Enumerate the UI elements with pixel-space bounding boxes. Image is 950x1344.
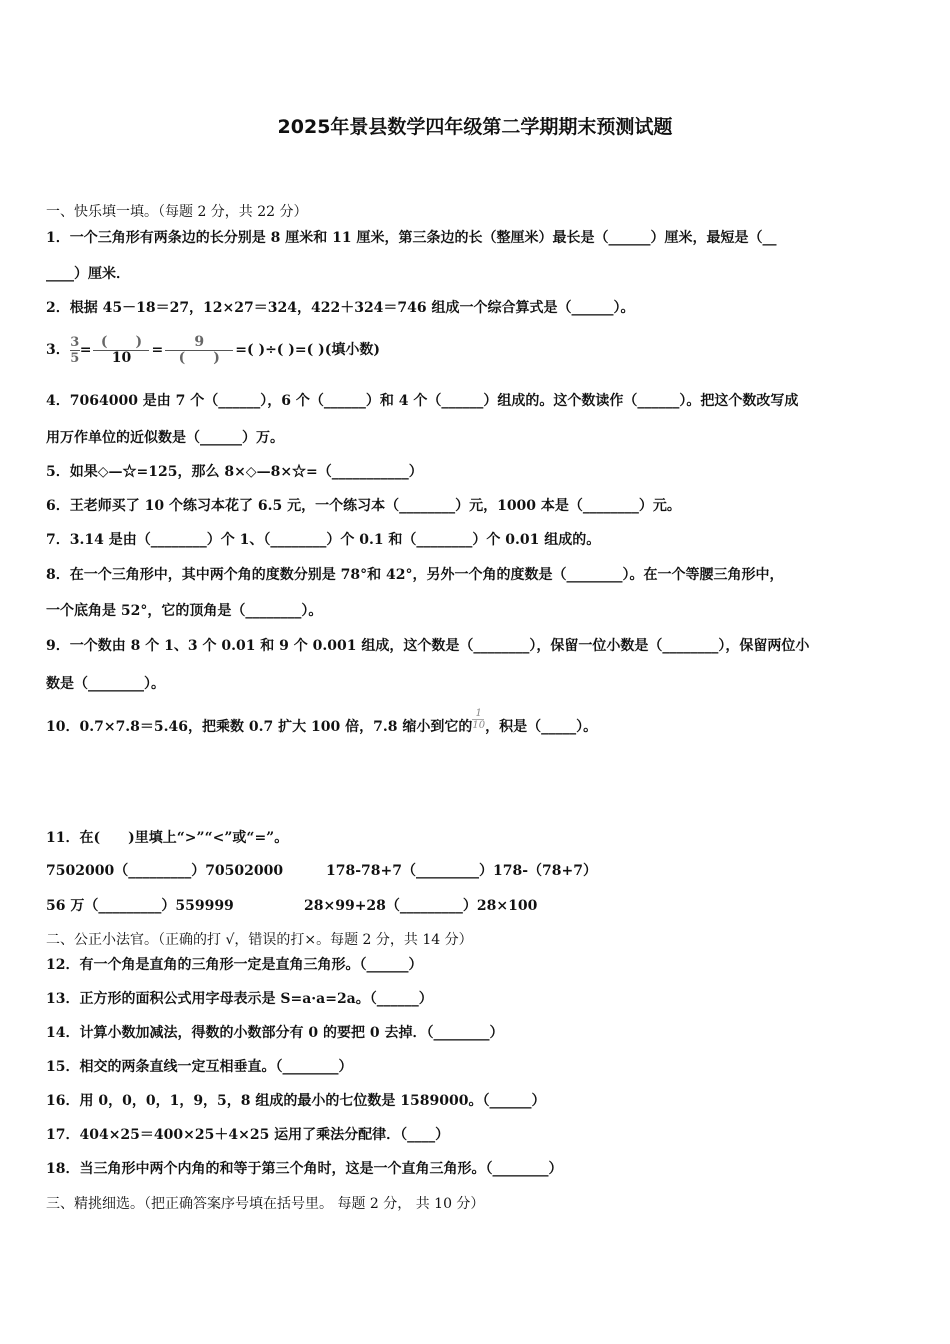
question-10-suffix: ，积是（_____）。 <box>485 719 598 735</box>
fraction-numerator: ( ) <box>100 333 143 350</box>
question-5: 5．如果◇—☆=125，那么 8×◇—8×☆=（___________） <box>46 464 423 480</box>
page-title: 2025年景县数学四年级第二学期期末预测试题 <box>277 116 673 138</box>
equals-sign: = <box>79 342 92 358</box>
section-1-heading: 一、快乐填一填。（每题 2 分，共 22 分） <box>46 204 308 220</box>
fraction-denominator: ( ) <box>178 349 220 366</box>
question-11-row-1-right: 178-78+7（_________）178-（78+7） <box>326 863 597 879</box>
question-10-text: 10．0.7×7.8＝5.46，把乘数 0.7 扩大 100 倍，7.8 缩小到它的 <box>46 719 473 735</box>
question-7: 7．3.14 是由（________）个 1、（________）个 0.1 和（________）个 0.01 组成的。 <box>46 532 601 548</box>
question-3-number: 3． <box>46 342 70 358</box>
fraction-blank-over-10 <box>93 335 149 366</box>
fraction-denominator: 10 <box>472 720 486 731</box>
question-8-line-1: 8．在一个三角形中，其中两个角的度数分别是 78°和 42°，另外一个角的度数是（________）。在一个等腰三角形中， <box>46 567 784 583</box>
question-4-line-1: 4．7064000 是由 7 个（______），6 个（______）和 4 个（______）组成的。这个数读作（______）。把这个数改写成 <box>46 393 799 409</box>
question-8-line-2: 一个底角是 52°，它的顶角是（________）。 <box>46 603 323 619</box>
question-1-line-1: 1．一个三角形有两条边的长分别是 8 厘米和 11 厘米，第三条边的长（整厘米）最长是（______）厘米，最短是（__ <box>46 230 777 246</box>
question-14: 14．计算小数加减法，得数的小数部分有 0 的要把 0 去掉．（________） <box>46 1025 504 1041</box>
fraction-1-10 <box>472 708 485 731</box>
question-4-line-2: 用万作单位的近似数是（______）万。 <box>46 430 284 446</box>
question-11: 11．在( )里填上“>”“<”或“=”。 <box>46 830 289 846</box>
question-15: 15．相交的两条直线一定互相垂直。（________） <box>46 1059 353 1075</box>
question-9-line-1: 9．一个数由 8 个 1、3 个 0.01 和 9 个 0.001 组成，这个数是（________），保留一位小数是（________），保留两位小 <box>46 638 810 654</box>
question-13: 13．正方形的面积公式用字母表示是 S=a·a=2a。（______） <box>46 991 433 1007</box>
question-10 <box>46 708 598 742</box>
fraction-3-5 <box>70 335 80 366</box>
question-11-row-2-right: 28×99+28（_________）28×100 <box>304 898 538 914</box>
fraction-9-over-blank <box>165 335 233 366</box>
question-3 <box>46 328 380 372</box>
question-1-line-2: ____）厘米． <box>46 266 130 282</box>
question-9-line-2: 数是（________）。 <box>46 676 165 692</box>
section-2-heading: 二、公正小法官。（正确的打 √，错误的打×。每题 2 分，共 14 分） <box>46 932 473 948</box>
fraction-numerator: 1 <box>475 708 482 719</box>
question-3-suffix: =( )÷( )=( )(填小数) <box>235 342 381 358</box>
fraction-denominator: 10 <box>111 349 132 366</box>
question-11-row-2-left: 56 万（_________）559999 <box>46 898 234 914</box>
equals-sign: = <box>151 342 164 358</box>
question-17: 17．404×25＝400×25＋4×25 运用了乘法分配律．（____） <box>46 1127 450 1143</box>
question-16: 16．用 0，0，0，1，9，5，8 组成的最小的七位数是 1589000。（______） <box>46 1093 546 1109</box>
question-18: 18．当三角形中两个内角的和等于第三个角时，这是一个直角三角形。（________） <box>46 1161 563 1177</box>
question-12: 12．有一个角是直角的三角形一定是直角三角形。（______） <box>46 957 423 973</box>
fraction-denominator: 5 <box>70 350 80 366</box>
question-11-row-1-left: 7502000（_________）70502000 <box>46 863 284 879</box>
question-2: 2．根据 45－18＝27，12×27＝324，422＋324＝746 组成一个综合算式是（______）。 <box>46 300 635 316</box>
fraction-numerator: 9 <box>194 333 205 350</box>
fraction-numerator: 3 <box>70 334 80 350</box>
section-3-heading: 三、精挑细选。（把正确答案序号填在括号里。 每题 2 分， 共 10 分） <box>46 1196 485 1212</box>
question-6: 6．王老师买了 10 个练习本花了 6.5 元，一个练习本（________）元，1000 本是（________）元。 <box>46 498 681 514</box>
